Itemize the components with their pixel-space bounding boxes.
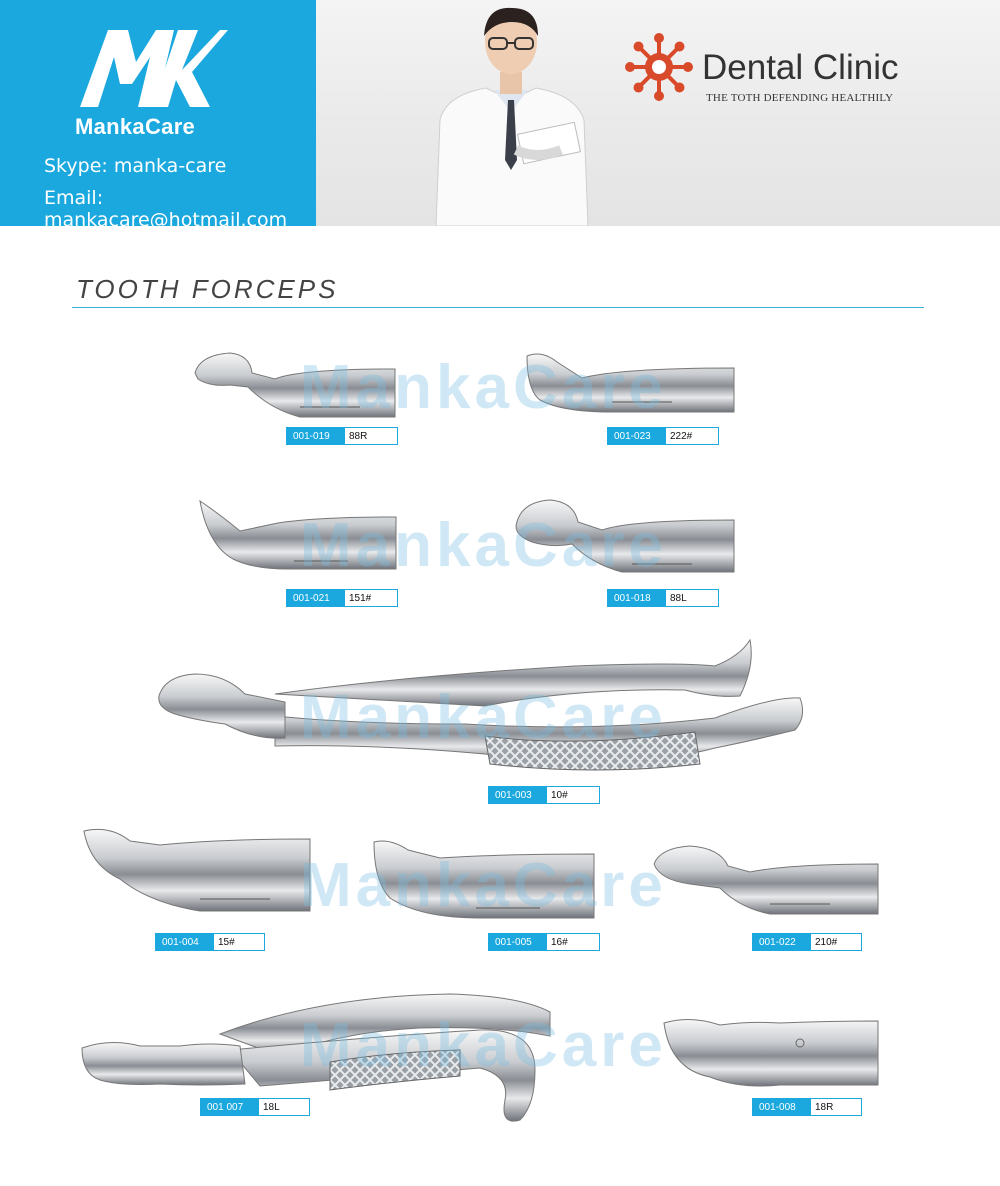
product-model: 16# <box>551 936 568 948</box>
product-label <box>488 933 600 951</box>
clinic-logo-icon <box>622 30 696 104</box>
product-model: 88R <box>349 430 368 442</box>
product-code: 001-003 <box>489 787 547 803</box>
forceps-image <box>190 345 400 425</box>
watermark: MankaCare <box>300 683 667 752</box>
brand-panel <box>0 0 316 231</box>
watermark: MankaCare <box>300 511 667 580</box>
forceps-image <box>198 495 398 575</box>
product-code: 001-008 <box>753 1099 811 1115</box>
product-label <box>200 1098 310 1116</box>
product-001-007[interactable] <box>80 990 555 1125</box>
clinic-banner <box>316 0 1000 226</box>
forceps-image <box>370 838 596 920</box>
product-code: 001-022 <box>753 934 811 950</box>
product-code: 001-021 <box>287 590 345 606</box>
watermark: MankaCare <box>300 851 667 920</box>
product-model: 18R <box>815 1101 834 1113</box>
forceps-image <box>660 1015 880 1095</box>
product-model: 15# <box>218 936 235 948</box>
product-001-018[interactable] <box>512 492 737 574</box>
product-label <box>286 589 398 607</box>
product-001-019[interactable] <box>190 345 400 425</box>
product-code: 001-023 <box>608 428 666 444</box>
product-model: 88L <box>670 592 687 604</box>
product-001-004[interactable] <box>80 825 312 915</box>
forceps-image <box>80 825 312 915</box>
watermark: MankaCare <box>300 1011 667 1080</box>
brand-name: MankaCare <box>75 114 196 139</box>
forceps-image <box>80 990 555 1125</box>
product-code: 001-004 <box>156 934 214 950</box>
forceps-image <box>650 840 880 920</box>
product-label <box>752 1098 862 1116</box>
product-001-023[interactable] <box>522 350 737 420</box>
product-001-008[interactable] <box>660 1015 880 1095</box>
product-label <box>752 933 862 951</box>
skype-contact[interactable]: Skype: manka-care <box>44 155 227 177</box>
mankacare-logo-icon <box>70 22 230 112</box>
product-model: 18L <box>263 1101 280 1113</box>
section-divider <box>72 307 924 308</box>
doctor-photo <box>416 0 606 226</box>
product-label <box>488 786 600 804</box>
clinic-name: Dental Clinic <box>702 48 899 87</box>
product-label <box>155 933 265 951</box>
product-001-003[interactable] <box>155 636 805 776</box>
forceps-image <box>155 636 805 776</box>
product-code: 001-005 <box>489 934 547 950</box>
product-model: 10# <box>551 789 568 801</box>
product-model: 222# <box>670 430 693 442</box>
product-code: 001-018 <box>608 590 666 606</box>
product-label <box>286 427 398 445</box>
forceps-image <box>522 350 737 420</box>
product-code: 001-019 <box>287 428 345 444</box>
product-001-022[interactable] <box>650 840 880 920</box>
email-contact[interactable]: Email: mankacare@hotmail.com <box>44 187 288 231</box>
forceps-image <box>512 492 737 574</box>
product-model: 151# <box>349 592 372 604</box>
product-model: 210# <box>815 936 838 948</box>
product-001-005[interactable] <box>370 838 596 920</box>
product-label <box>607 589 719 607</box>
product-label <box>607 427 719 445</box>
product-code: 001 007 <box>201 1099 259 1115</box>
clinic-tagline: THE TOTH DEFENDING HEALTHILY <box>706 92 894 104</box>
section-title: TOOTH FORCEPS <box>76 274 339 304</box>
watermark: MankaCare <box>300 353 667 422</box>
product-001-021[interactable] <box>198 495 398 575</box>
